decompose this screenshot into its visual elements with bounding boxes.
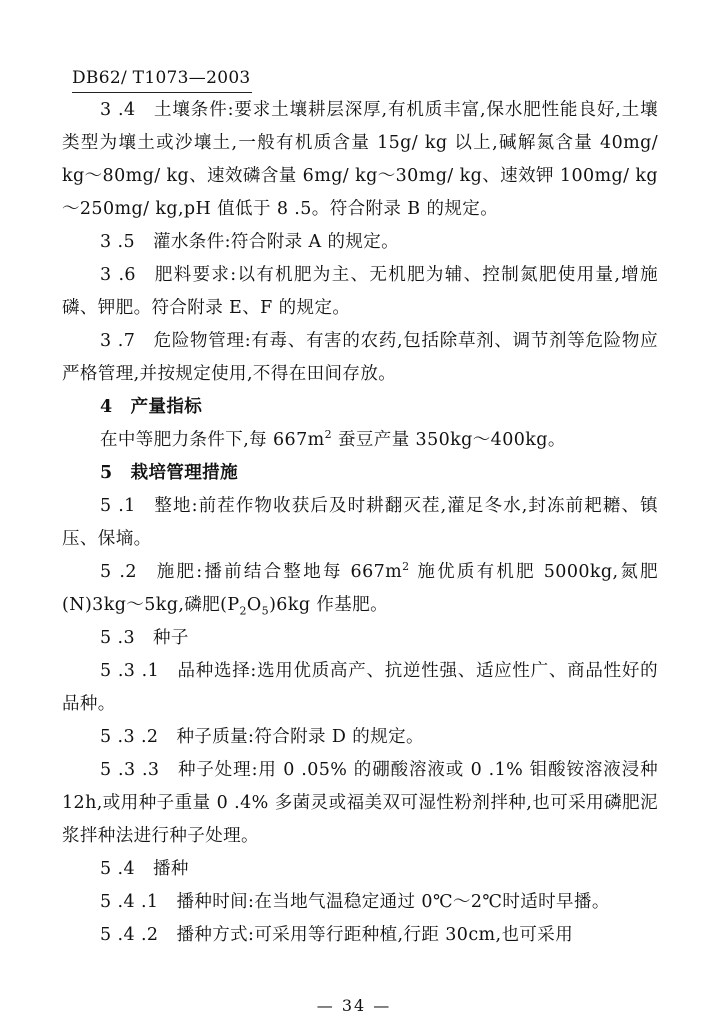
paragraph-3-6: 3 .6 肥料要求:以有机肥为主、无机肥为辅、控制氮肥使用量,增施磷、钾肥。符合附录 E、F 的规定。 [62, 265, 658, 318]
paragraph-5-3: 5 .3 种子 [100, 628, 189, 648]
standard-code-header: DB62/ T1073—2003 [72, 68, 251, 88]
paragraph-5-4-1: 5 .4 .1 播种时间:在当地气温稳定通过 0℃～2℃时适时早播。 [100, 892, 610, 912]
paragraph-5-3-1: 5 .3 .1 品种选择:选用优质高产、抗逆性强、适应性广、商品性好的品种。 [62, 661, 658, 714]
paragraph-5-1: 5 .1 整地:前茬作物收获后及时耕翻灭茬,灌足冬水,封冻前耙耱、镇压、保墒。 [62, 496, 659, 549]
paragraph-3-5: 3 .5 灌水条件:符合附录 A 的规定。 [100, 232, 400, 252]
paragraph-5-3-2: 5 .3 .2 种子质量:符合附录 D 的规定。 [100, 727, 424, 747]
header-underline [72, 92, 252, 93]
paragraph-3-4: 3 .4 土壤条件:要求土壤耕层深厚,有机质丰富,保水肥性能良好,土壤类型为壤土或沙壤土,一般有机质含量 15g/ kg 以上,碱解氮含量 40mg/ kg～80mg/ kg、速效磷含量 6mg/ kg～30mg/ kg、速效钾 100mg/ kg～250mg/ kg,pH 值低于 8 .5。符合附录 B 的规定。 [62, 100, 658, 219]
paragraph-5-4: 5 .4 播种 [100, 859, 189, 879]
paragraph-5-2: 5 .2 施肥:播前结合整地每 $667m^2$ 施优质有机肥 5000kg,氮肥(N)3kg～5kg,磷肥$(P_2O_5)6kg$ 作基肥。 [62, 560, 658, 618]
paragraph-5-3-3: 5 .3 .3 种子处理:用 0 .05% 的硼酸溶液或 0 .1% 钼酸铵溶液浸种 12h,或用种子重量 0 .4% 多菌灵或福美双可湿性粉剂拌种,也可采用磷肥泥浆拌种法进行种子处理。 [62, 760, 658, 846]
paragraph-5-4-2: 5 .4 .2 播种方式:可采用等行距种植,行距 30cm,也可采用 [100, 925, 574, 945]
page-number: — 34 — [316, 996, 392, 1015]
section-heading-4: 4 产量指标 [100, 397, 203, 417]
section-heading-5: 5 栽培管理措施 [100, 463, 238, 483]
document-body [62, 94, 658, 952]
paragraph-yield: 在中等肥力条件下,每 $667m^2$ 蚕豆产量 350kg～400kg。 [100, 428, 566, 450]
paragraph-3-7: 3 .7 危险物管理:有毒、有害的农药,包括除草剂、调节剂等危险物应严格管理,并按规定使用,不得在田间存放。 [62, 331, 658, 384]
